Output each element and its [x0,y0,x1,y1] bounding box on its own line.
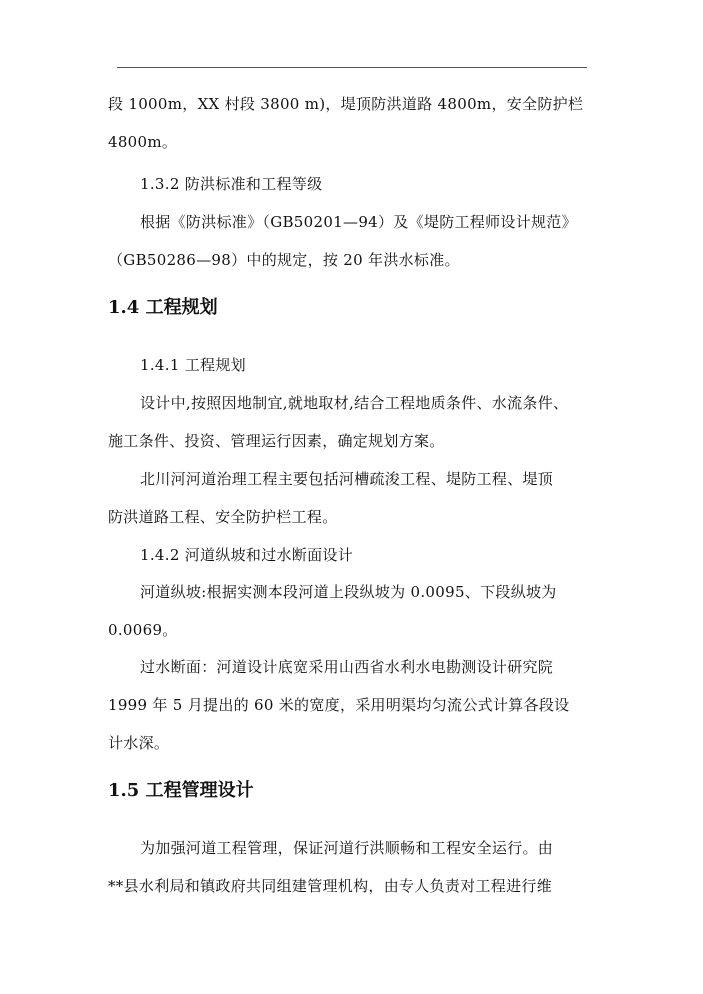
subsection-title-1-3-2: 1.3.2 防洪标准和工程等级 [140,175,323,193]
paragraph-line: 1999 年 5 月提出的 60 米的宽度，采用明渠均匀流公式计算各段设 [108,696,570,714]
paragraph-line: 施工条件、投资、管理运行因素，确定规划方案。 [108,432,445,450]
paragraph-line: （GB50286—98）中的规定，按 20 年洪水标准。 [108,251,460,269]
paragraph-line: 根据《防洪标准》（GB50201—94）及《堤防工程师设计规范》 [140,213,577,231]
paragraph-line: 河道纵坡:根据实测本段河道上段纵坡为 0.0095、下段纵坡为 [140,583,557,601]
section-heading-1-5: 1.5 工程管理设计 [108,780,254,801]
paragraph-line: 为加强河道工程管理，保证河道行洪顺畅和工程安全运行。由 [140,839,554,857]
subsection-title-1-4-1: 1.4.1 工程规划 [140,356,246,374]
paragraph-line: **县水利局和镇政府共同组建管理机构，由专人负责对工程进行维 [108,877,553,895]
header-rule [117,67,587,68]
paragraph-line: 防洪道路工程、安全防护栏工程。 [108,508,338,526]
paragraph-line: 设计中,按照因地制宜,就地取材,结合工程地质条件、水流条件、 [140,394,569,412]
paragraph-line: 计水深。 [108,734,170,752]
paragraph-line: 北川河河道治理工程主要包括河槽疏浚工程、堤防工程、堤顶 [140,470,554,488]
paragraph-line: 0.0069。 [108,621,178,639]
paragraph-line: 4800m。 [108,133,178,151]
subsection-title-1-4-2: 1.4.2 河道纵坡和过水断面设计 [140,546,354,564]
paragraph-line: 过水断面：河道设计底宽采用山西省水利水电勘测设计研究院 [140,658,554,676]
section-heading-1-4: 1.4 工程规划 [108,297,218,318]
paragraph-line: 段 1000m，XX 村段 3800 m)，堤顶防洪道路 4800m，安全防护栏 [108,95,584,113]
